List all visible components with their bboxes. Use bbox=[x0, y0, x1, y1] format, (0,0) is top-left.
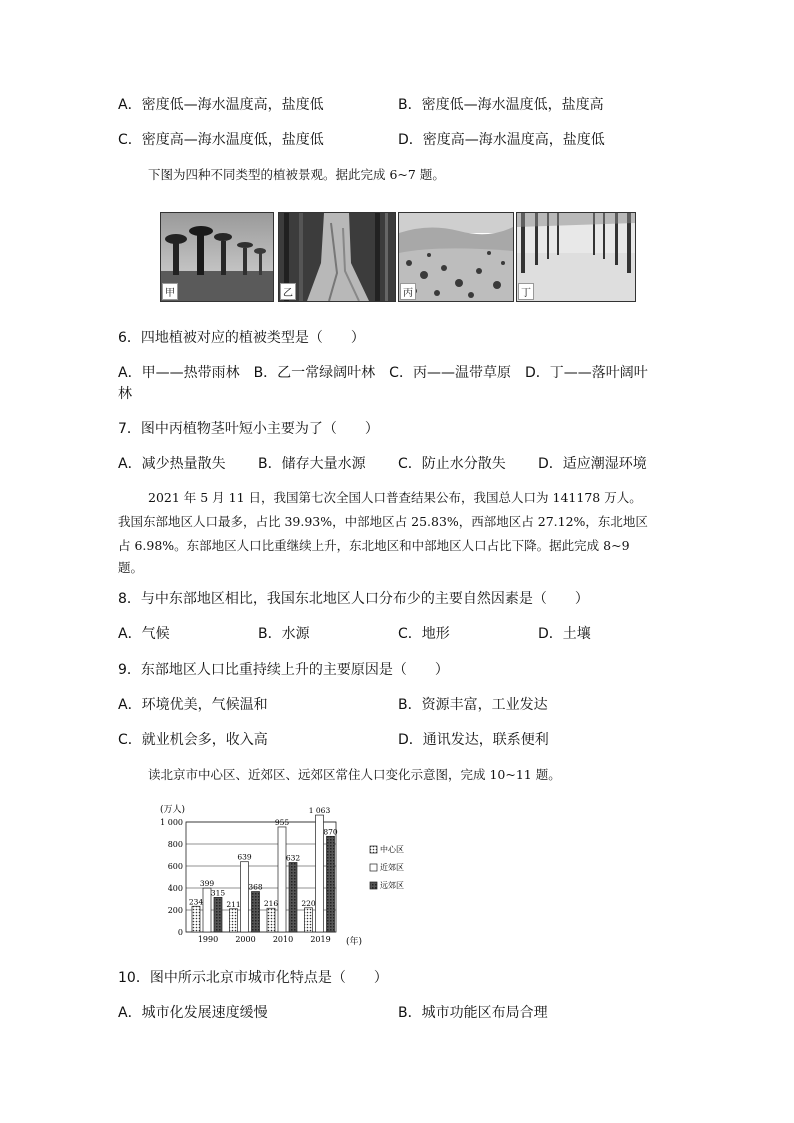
intro-8-9-line1: 2021 年 5 月 11 日，我国第七次全国人口普查结果公布，我国总人口为 141178 万人。 bbox=[148, 490, 642, 505]
photo-label-bing: 丙 bbox=[400, 283, 416, 300]
intro-10-11: 读北京市中心区、近郊区、远郊区常住人口变化示意图，完成 10~11 题。 bbox=[148, 767, 561, 782]
q8-option-c: C．地形 bbox=[398, 626, 450, 642]
bar-近郊区-2010 bbox=[278, 827, 286, 932]
bar-中心区-2000 bbox=[230, 909, 238, 932]
q5-option-a: A．密度低—海水温度高，盐度低 bbox=[118, 97, 324, 113]
photo-ding bbox=[516, 212, 636, 302]
data-label: 870 bbox=[323, 827, 338, 837]
q9-option-b: B．资源丰富，工业发达 bbox=[398, 697, 548, 713]
legend-swatch bbox=[370, 846, 377, 853]
q9-option-a: A．环境优美，气候温和 bbox=[118, 697, 268, 713]
data-label: 639 bbox=[237, 852, 252, 862]
intro-8-9-line2: 我国东部地区人口最多，占比 39.93%，中部地区占 25.83%，西部地区占 27.12%，东北地区 bbox=[118, 514, 648, 529]
y-tick-label: 800 bbox=[167, 840, 183, 849]
legend-swatch bbox=[370, 882, 377, 889]
y-tick-label: 200 bbox=[167, 906, 183, 915]
x-tick-label: 2019 bbox=[310, 935, 331, 944]
q7-stem: 7．图中丙植物茎叶短小主要为了（ ） bbox=[118, 421, 379, 437]
q8-option-a: A．气候 bbox=[118, 626, 170, 642]
q10-option-a: A．城市化发展速度缓慢 bbox=[118, 1005, 268, 1021]
x-tick-label: 1990 bbox=[197, 935, 219, 944]
q7-option-d: D．适应潮湿环境 bbox=[538, 456, 647, 472]
q5-option-d: D．密度高—海水温度高，盐度低 bbox=[398, 132, 605, 148]
legend-label: 中心区 bbox=[380, 845, 404, 854]
q6-options: A．甲——热带雨林 B．乙一常绿阔叶林 C．丙——温带草原 D．丁——落叶阔叶 bbox=[118, 365, 648, 381]
q8-option-b: B．水源 bbox=[258, 626, 310, 642]
photo-label-ding: 丁 bbox=[518, 283, 534, 300]
bar-中心区-2010 bbox=[267, 908, 275, 932]
photo-bing bbox=[398, 212, 514, 302]
q6-options-wrap: 林 bbox=[118, 386, 132, 402]
q5-option-b: B．密度低—海水温度低，盐度高 bbox=[398, 97, 604, 113]
bar-近郊区-2000 bbox=[241, 862, 249, 932]
legend-swatch bbox=[370, 864, 377, 871]
q7-option-a: A．减少热量散失 bbox=[118, 456, 226, 472]
q8-option-d: D．土壤 bbox=[538, 626, 591, 642]
y-tick-label: 600 bbox=[167, 862, 183, 871]
chart-xlabel: (年) bbox=[346, 937, 363, 947]
bar-近郊区-1990 bbox=[203, 888, 211, 932]
q9-option-c: C．就业机会多，收入高 bbox=[118, 732, 268, 748]
q10-stem: 10．图中所示北京市城市化特点是（ ） bbox=[118, 970, 388, 986]
q9-stem: 9．东部地区人口比重持续上升的主要原因是（ ） bbox=[118, 662, 449, 678]
q9-option-d: D．通讯发达，联系便利 bbox=[398, 732, 549, 748]
data-label: 315 bbox=[210, 888, 226, 898]
bar-中心区-2019 bbox=[305, 908, 313, 932]
intro-8-9-line4: 题。 bbox=[118, 560, 144, 575]
y-tick-label: 400 bbox=[167, 884, 183, 893]
legend-label: 远郊区 bbox=[380, 881, 404, 890]
bar-远郊区-2019 bbox=[327, 836, 335, 932]
population-bar-chart bbox=[150, 800, 410, 952]
bar-远郊区-2000 bbox=[252, 892, 260, 932]
data-label: 220 bbox=[301, 898, 316, 908]
q6-stem: 6．四地植被对应的植被类型是（ ） bbox=[118, 330, 365, 346]
photo-yi bbox=[278, 212, 396, 302]
x-tick-label: 2010 bbox=[272, 935, 294, 944]
q5-option-c: C．密度高—海水温度低，盐度低 bbox=[118, 132, 324, 148]
data-label: 399 bbox=[199, 879, 215, 889]
bar-中心区-1990 bbox=[192, 906, 200, 932]
q10-option-b: B．城市功能区布局合理 bbox=[398, 1005, 548, 1021]
data-label: 1 063 bbox=[308, 806, 331, 816]
data-label: 955 bbox=[274, 817, 290, 827]
y-tick-label: 1 000 bbox=[160, 818, 183, 827]
bar-近郊区-2019 bbox=[316, 815, 324, 932]
photo-label-yi: 乙 bbox=[280, 283, 296, 300]
data-label: 368 bbox=[248, 882, 263, 892]
data-label: 632 bbox=[285, 853, 301, 863]
q8-stem: 8．与中东部地区相比，我国东北地区人口分布少的主要自然因素是（ ） bbox=[118, 591, 589, 607]
y-tick-label: 0 bbox=[177, 928, 183, 937]
photo-jia bbox=[160, 212, 274, 302]
data-label: 234 bbox=[188, 897, 204, 907]
intro-8-9-line3: 占 6.98%。东部地区人口比重继续上升，东北地区和中部地区人口占比下降。据此完成 8~9 bbox=[118, 538, 630, 553]
chart-ylabel: (万人) bbox=[160, 805, 186, 815]
legend-label: 近郊区 bbox=[380, 863, 404, 872]
bar-远郊区-2010 bbox=[289, 862, 297, 932]
data-label: 211 bbox=[226, 899, 241, 909]
x-tick-label: 2000 bbox=[235, 935, 256, 944]
q7-option-c: C．防止水分散失 bbox=[398, 456, 506, 472]
intro-6-7: 下图为四种不同类型的植被景观。据此完成 6~7 题。 bbox=[148, 167, 445, 182]
data-label: 216 bbox=[263, 899, 279, 909]
bar-远郊区-1990 bbox=[214, 897, 222, 932]
photo-label-jia: 甲 bbox=[162, 283, 178, 300]
q7-option-b: B．储存大量水源 bbox=[258, 456, 366, 472]
